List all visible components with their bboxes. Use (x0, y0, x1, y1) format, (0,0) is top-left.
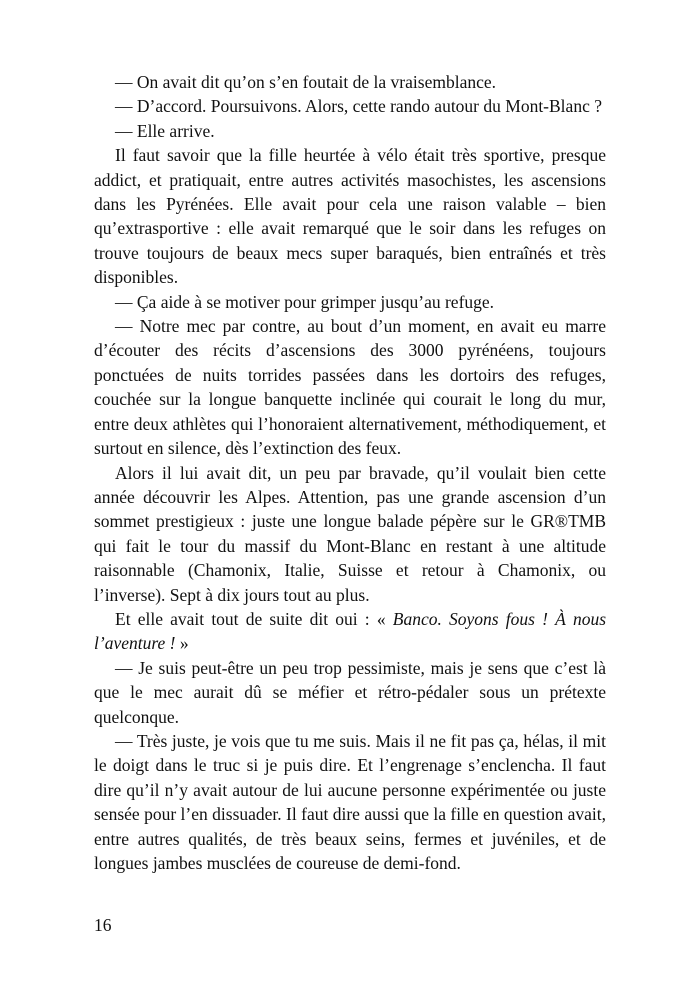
quote-suffix: » (175, 633, 189, 654)
paragraph-1: — On avait dit qu’on s’en foutait de la vraisemblance. (115, 72, 496, 92)
paragraph-6: — Notre mec par contre, au bout d’un moment, en avait eu marre d’écouter des récits d’ascensions des 3000 pyrénéens, toujours ponctuées de nuits torrides passées dans les dortoirs des refuges, couchée sur la longue banquette inclinée qui courait le long du mur, entre deux athlètes qui l’honoraient alternativement, méthodiquement, et surtout en silence, dès l’extinction des feux. (94, 316, 606, 459)
paragraph-8-quote (94, 607, 606, 656)
page-number: 16 (94, 915, 112, 935)
paragraph-9: — Je suis peut-être un peu trop pessimiste, mais je sens que c’est là que le mec aurait dû se méfier et rétro-pédaler sous un prétexte quelconque. (94, 657, 606, 727)
quote-prefix: Et elle avait tout de suite dit oui : « (115, 608, 393, 629)
quote-italic: Banco. Soyons fous ! À nous l’aventure ! (94, 608, 606, 654)
paragraph-3: — Elle arrive. (115, 120, 215, 141)
paragraph-4: Il faut savoir que la fille heurtée à vélo était très sportive, presque addict, et pratiquait, entre autres activités masochistes, les ascensions dans les Pyrénées. Elle avait pour cela une raison valable – bien qu’extrasportive : elle avait remarqué que le soir dans les refuges on trouve toujours de beaux mecs super baraqués, bien entraînés et très disponibles. (94, 145, 606, 288)
paragraph-10: — Très juste, je vois que tu me suis. Mais il ne fit pas ça, hélas, il mit le doigt dans le truc si je puis dire. Et l’engrenage s’enclencha. Il faut dire qu’il n’y avait autour de lui aucune personne expérimentée ou juste sensée pour l’en dissuader. Il faut dire aussi que la fille en question avait, entre autres qualités, de très beaux seins, fermes et juvéniles, et de longues jambes musclées de coureuse de demi-fond. (94, 730, 606, 873)
paragraph-7: Alors il lui avait dit, un peu par bravade, qu’il voulait bien cette année découvrir les Alpes. Attention, pas une grande ascension d’un sommet prestigieux : juste une longue balade pépère sur le GR®TMB qui fait le tour du massif du Mont-Blanc en restant à une altitude raisonnable (Chamonix, Italie, Suisse et retour à Chamonix, ou l’inverse). Sept à dix jours tout au plus. (94, 462, 606, 605)
paragraph-5: — Ça aide à se motiver pour grimper jusqu’au refuge. (115, 291, 495, 312)
body-text (94, 70, 606, 875)
paragraph-2: — D’accord. Poursuivons. Alors, cette rando autour du Mont-Blanc ? (115, 96, 602, 117)
